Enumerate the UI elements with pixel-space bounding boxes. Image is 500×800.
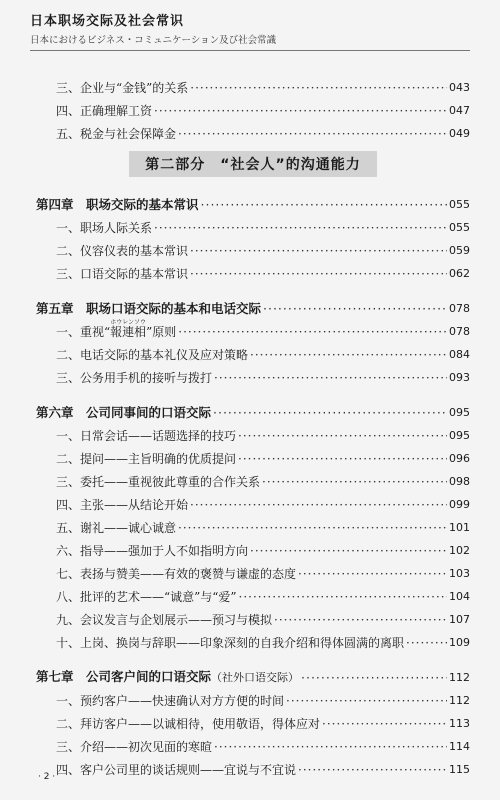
leader-dots [154,104,447,118]
toc-entry-page: 043 [449,81,470,94]
leader-dots [214,740,447,754]
toc-entry-page: 109 [449,636,470,649]
toc-entry-text: 三、企业与“金钱”的关系 [56,81,189,95]
leader-dots [250,544,447,558]
toc-entry[interactable] [36,118,470,141]
toc-entry-text: 六、指导——强加于人不如指明方向 [56,544,249,558]
leader-dots [301,671,447,685]
toc-entry-page: 059 [449,244,470,257]
toc-entry[interactable] [36,212,470,235]
toc-entry[interactable] [36,512,470,535]
ruby-reading: ホウレンソウ [110,319,147,326]
toc-entry-text: 二、仪容仪表的基本常识 [56,244,189,258]
part-title: 第二部分 “社会人”的沟通能力 [129,151,376,177]
leader-dots [238,452,447,466]
toc-entry-page: 047 [449,104,470,117]
toc-entry[interactable] [36,443,470,466]
toc-entry-page: 101 [449,521,470,534]
toc-entry-page: 107 [449,613,470,626]
toc-entry-text: 三、介绍——初次见面的寒暄 [56,740,213,754]
leader-dots [286,694,447,708]
toc-entry-text: 四、客户公司里的谈话规则——宜说与不宜说 [56,763,297,777]
toc-entry-page: 098 [449,475,470,488]
toc-entry[interactable] [36,72,470,95]
chapter-heading[interactable] [36,662,470,685]
book-subtitle: 日本におけるビジネス・コミュニケーション及び社会常識 [30,35,277,46]
chapter-title: 第六章 公司同事间的口语交际 [36,405,212,420]
chapter-title: 第五章 职场口语交际的基本和电话交际 [36,301,262,316]
leader-dots [201,198,447,212]
toc-entry-page: 096 [449,452,470,465]
toc-entry[interactable] [36,466,470,489]
chapter-title [36,670,299,685]
toc-entry-text: 八、批评的艺术——“诚意”与“爱” [56,590,237,604]
chapter-title-main: 第七章 公司客户间的口语交际 [36,669,212,684]
toc-entry[interactable] [36,362,470,385]
chapter-page: 055 [449,198,470,211]
chapter-title: 第四章 职场交际的基本常识 [36,197,199,212]
toc-entry[interactable] [36,258,470,281]
leader-dots [406,636,447,650]
table-of-contents [36,72,470,777]
leader-dots [190,498,447,512]
toc-entry[interactable] [36,731,470,754]
chapter-page: 095 [449,406,470,419]
toc-entry[interactable] [36,558,470,581]
page-number: · 2 · [38,772,56,782]
leader-dots [213,406,447,420]
toc-entry[interactable] [36,754,470,777]
toc-entry-suffix: ”原则 [146,325,177,339]
part-banner [36,151,470,177]
toc-entry-page: 102 [449,544,470,557]
leader-dots [298,763,447,777]
ruby-term [110,319,147,339]
chapter-heading[interactable] [36,189,470,212]
toc-entry-text: 四、主张——从结论开始 [56,498,189,512]
leader-dots [263,302,447,316]
toc-entry-page: 062 [449,267,470,280]
toc-entry-text: 一、职场人际关系 [56,221,153,235]
toc-entry-text: 三、委托——重视彼此尊重的合作关系 [56,475,261,489]
toc-entry-text [56,319,177,339]
toc-entry-text: 十、上岗、换岗与辞职——印象深刻的自我介绍和得体圆满的离职 [56,636,405,650]
ruby-base: 報連相 [110,325,147,339]
leader-dots [190,244,447,258]
toc-entry-text: 二、电话交际的基本礼仪及应对策略 [56,348,249,362]
toc-entry-text: 九、会议发言与企划展示——预习与模拟 [56,613,273,627]
toc-entry-page: 115 [449,763,470,776]
leader-dots [322,717,447,731]
leader-dots [178,325,447,339]
toc-entry[interactable] [36,627,470,650]
toc-entry-page: 084 [449,348,470,361]
book-title: 日本职场交际及社会常识 [30,14,185,29]
toc-entry-page: 113 [449,717,470,730]
leader-dots [238,429,447,443]
toc-entry-text: 二、拜访客户——以诚相待，使用敬语，得体应对 [56,717,321,731]
toc-entry-page: 078 [449,325,470,338]
toc-entry-prefix: 一、重视“ [56,325,111,339]
toc-entry-text: 五、税金与社会保障金 [56,127,177,141]
chapter-page: 078 [449,302,470,315]
leader-dots [178,521,447,535]
toc-entry[interactable] [36,604,470,627]
leader-dots [298,567,447,581]
toc-entry-page: 055 [449,221,470,234]
chapter-title-note: （社外口语交际） [211,671,300,684]
header-rule [30,50,470,51]
toc-entry-page: 103 [449,567,470,580]
toc-entry-page: 112 [449,694,470,707]
leader-dots [239,590,447,604]
toc-entry-page: 095 [449,429,470,442]
toc-entry-text: 五、谢礼——诚心诚意 [56,521,177,535]
chapter-page: 112 [449,671,470,684]
toc-entry-text: 三、公务用手机的接听与拨打 [56,371,213,385]
leader-dots [154,221,447,235]
leader-dots [250,348,447,362]
toc-entry[interactable] [36,95,470,118]
leader-dots [190,267,447,281]
toc-entry[interactable] [36,535,470,558]
running-header [30,10,470,51]
toc-entry-page: 104 [449,590,470,603]
leader-dots [190,81,447,95]
toc-entry-page: 099 [449,498,470,511]
toc-entry-text: 一、日常会话——话题选择的技巧 [56,429,237,443]
toc-entry[interactable] [36,339,470,362]
toc-entry-text: 四、正确理解工资 [56,104,153,118]
leader-dots [262,475,447,489]
toc-entry[interactable] [36,420,470,443]
toc-entry-page: 049 [449,127,470,140]
toc-entry[interactable] [36,489,470,512]
toc-entry[interactable] [36,581,470,604]
toc-entry-text: 七、表扬与赞美——有效的褒赞与谦虚的态度 [56,567,297,581]
toc-entry[interactable] [36,708,470,731]
toc-entry-text: 三、口语交际的基本常识 [56,267,189,281]
chapter-heading[interactable] [36,397,470,420]
toc-entry[interactable] [36,235,470,258]
toc-entry[interactable] [36,316,470,339]
leader-dots [274,613,447,627]
toc-entry-page: 093 [449,371,470,384]
chapter-heading[interactable] [36,293,470,316]
leader-dots [214,371,447,385]
toc-entry-text: 二、提问——主旨明确的优质提问 [56,452,237,466]
toc-entry[interactable] [36,685,470,708]
toc-entry-text: 一、预约客户——快速确认对方方便的时间 [56,694,285,708]
toc-entry-page: 114 [449,740,470,753]
leader-dots [178,127,447,141]
